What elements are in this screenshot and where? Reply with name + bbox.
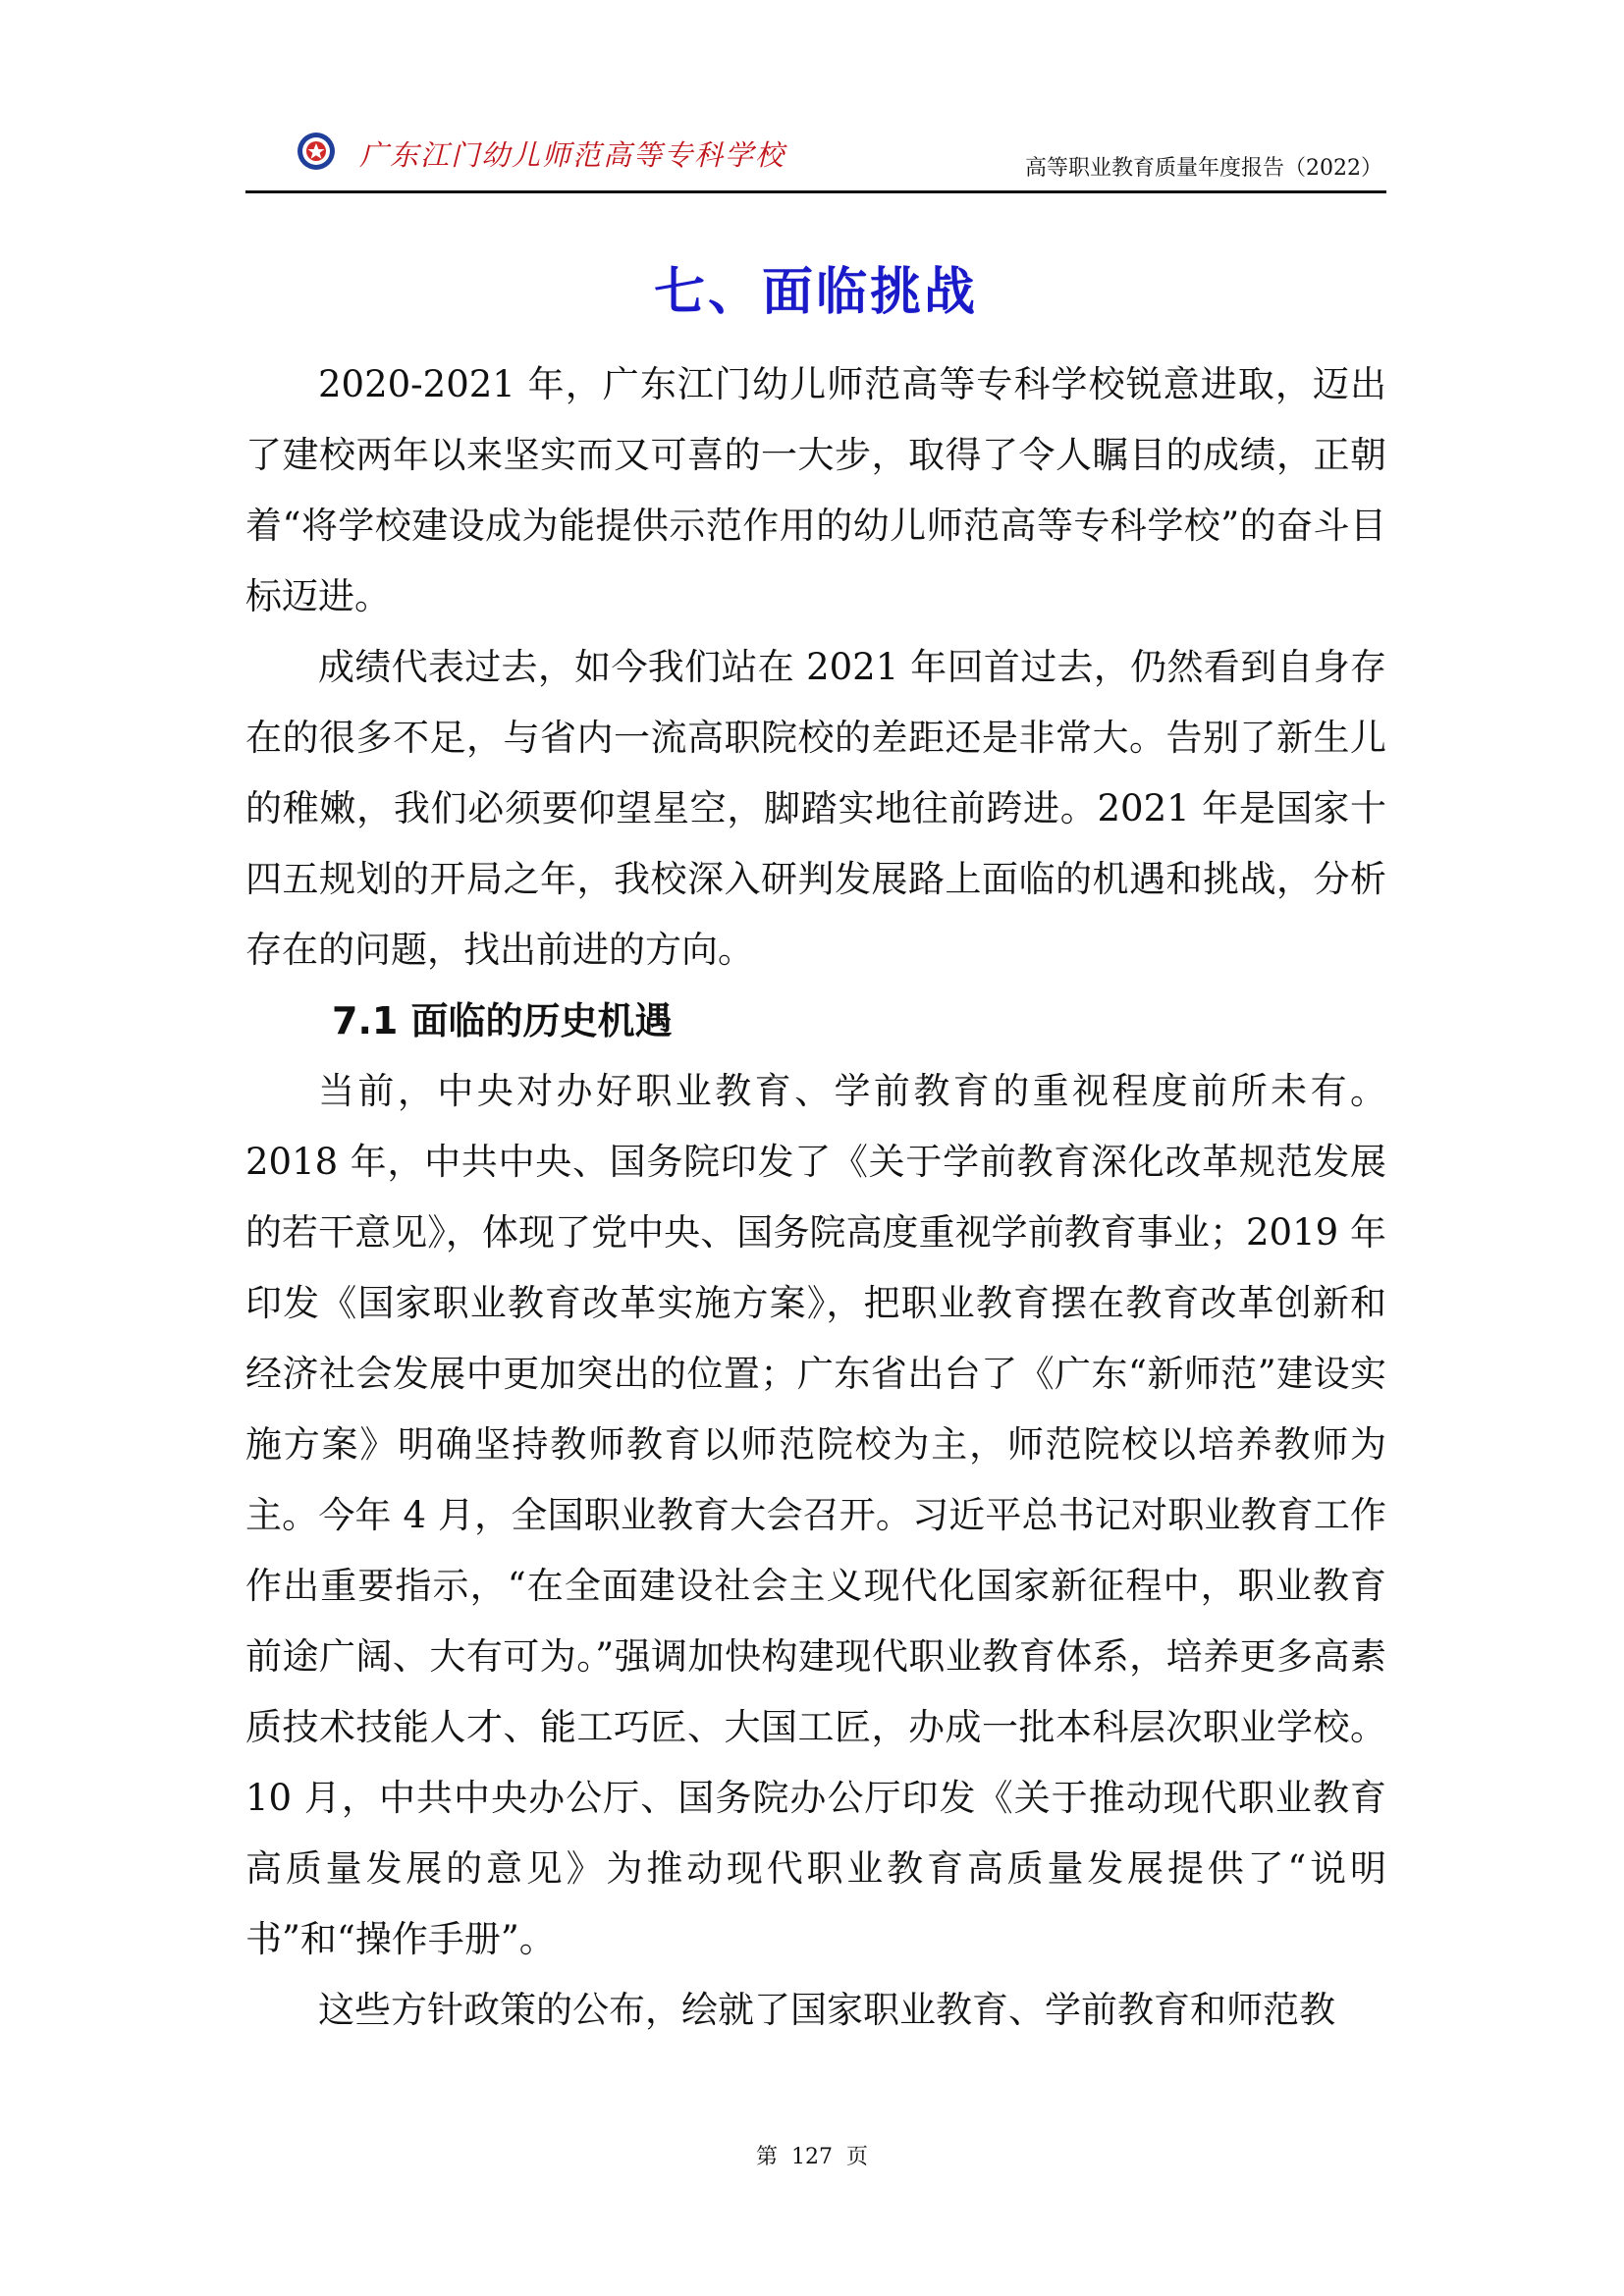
paragraph: 2020-2021 年，广东江门幼儿师范高等专科学校锐意进取，迈出了建校两年以来坚实而又可喜的一大步，取得了令人瞩目的成绩，正朝着“将学校建设成为能提供示范作用的幼儿师范高等专科学校”的奋斗目标迈进。 <box>245 363 1386 617</box>
body-content <box>245 349 1386 2046</box>
school-logo-text: 广东江门幼儿师范高等专科学校 <box>359 138 786 172</box>
section-title: 7.1 面临的历史机遇 <box>332 999 673 1042</box>
paragraph: 这些方针政策的公布，绘就了国家职业教育、学前教育和师范教 <box>318 1989 1335 2031</box>
school-emblem-icon <box>297 132 336 171</box>
chapter-title: 七、面临挑战 <box>653 263 978 322</box>
report-title: 高等职业教育质量年度报告（2022） <box>1025 156 1382 181</box>
page-header <box>245 116 1386 190</box>
paragraph: 当前，中央对办好职业教育、学前教育的重视程度前所未有。2018 年，中共中央、国务院印发了《关于学前教育深化改革规范发展的若干意见》，体现了党中央、国务院高度重视学前教育事业；2019 年印发《国家职业教育改革实施方案》，把职业教育摆在教育改革创新和经济社会发展中更加突出的位置；广东省出台了《广东“新师范”建设实施方案》明确坚持教师教育以师范院校为主，师范院校以培养教师为主。今年 4 月，全国职业教育大会召开。习近平总书记对职业教育工作作出重要指示，“在全面建设社会主义现代化国家新征程中，职业教育前途广阔、大有可为。”强调加快构建现代职业教育体系，培养更多高素质技术技能人才、能工巧匠、大国工匠，办成一批本科层次职业学校。10 月，中共中央办公厅、国务院办公厅印发《关于推动现代职业教育高质量发展的意见》为推动现代职业教育高质量发展提供了“说明书”和“操作手册”。 <box>245 1070 1386 1960</box>
page-number: 第 127 页 <box>756 2145 868 2169</box>
paragraph: 成绩代表过去，如今我们站在 2021 年回首过去，仍然看到自身存在的很多不足，与省内一流高职院校的差距还是非常大。告别了新生儿的稚嫩，我们必须要仰望星空，脚踏实地往前跨进。2021 年是国家十四五规划的开局之年，我校深入研判发展路上面临的机遇和挑战，分析存在的问题，找出前进的方向。 <box>245 646 1386 971</box>
header-divider <box>245 190 1386 193</box>
